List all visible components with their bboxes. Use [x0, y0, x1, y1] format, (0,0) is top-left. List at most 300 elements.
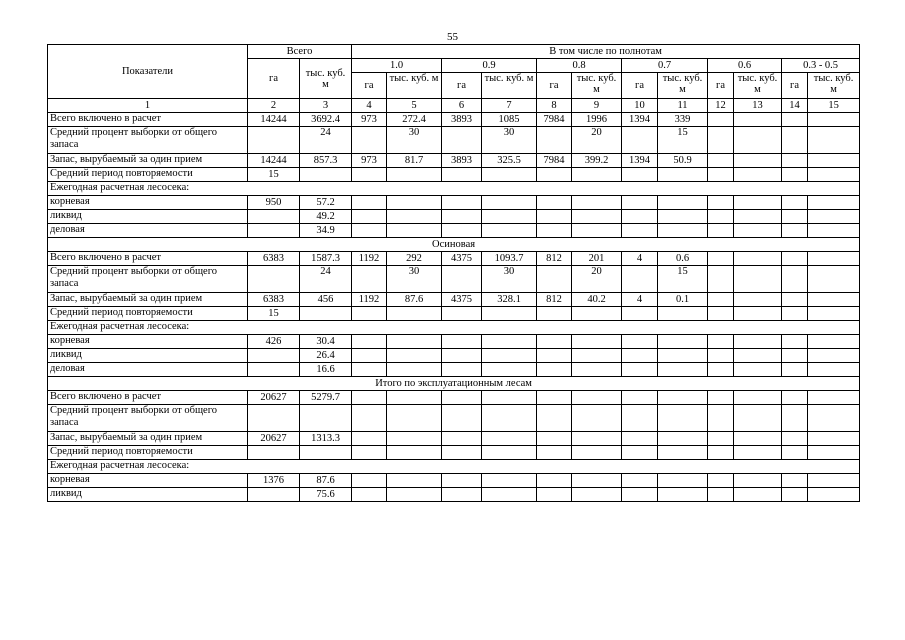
value-cell	[352, 363, 387, 377]
value-cell: 30	[482, 127, 537, 154]
value-cell	[622, 210, 658, 224]
column-number: 4	[352, 99, 387, 113]
value-cell	[658, 224, 708, 238]
value-cell: 4	[622, 252, 658, 266]
indicator-label: корневая	[48, 474, 248, 488]
value-cell	[352, 307, 387, 321]
value-cell	[442, 127, 482, 154]
section-title: Осиновая	[48, 238, 860, 252]
value-cell	[708, 210, 734, 224]
value-cell: 1192	[352, 252, 387, 266]
value-cell	[482, 432, 537, 446]
value-cell: 40.2	[572, 293, 622, 307]
value-cell: 1587.3	[300, 252, 352, 266]
value-cell	[808, 252, 860, 266]
table-row	[48, 182, 860, 196]
indicator-label: ликвид	[48, 210, 248, 224]
total-header: Всего	[248, 45, 352, 59]
value-cell: 30	[482, 266, 537, 293]
value-cell	[352, 405, 387, 432]
value-cell	[734, 293, 782, 307]
value-cell	[708, 432, 734, 446]
value-cell	[572, 307, 622, 321]
column-number-row	[48, 99, 860, 113]
value-cell	[482, 349, 537, 363]
value-cell	[658, 488, 708, 502]
value-cell	[248, 224, 300, 238]
value-cell	[572, 474, 622, 488]
indicator-label: Средний процент выборки от общего запаса	[48, 266, 248, 293]
value-cell	[352, 349, 387, 363]
value-cell	[572, 405, 622, 432]
table-body	[48, 113, 860, 502]
density-volume-header: тыс. куб. м	[387, 73, 442, 99]
value-cell	[248, 127, 300, 154]
value-cell: 6383	[248, 252, 300, 266]
section-title-row	[48, 238, 860, 252]
value-cell	[622, 488, 658, 502]
indicator-label: Всего включено в расчет	[48, 252, 248, 266]
density-header: 0.7	[622, 59, 708, 73]
value-cell: 15	[248, 168, 300, 182]
value-cell: 49.2	[300, 210, 352, 224]
value-cell	[387, 363, 442, 377]
value-cell	[482, 196, 537, 210]
value-cell	[352, 210, 387, 224]
indicator-label: Средний процент выборки от общего запаса	[48, 405, 248, 432]
value-cell	[782, 196, 808, 210]
value-cell	[808, 210, 860, 224]
value-cell	[622, 474, 658, 488]
by-density-header: В том числе по полнотам	[352, 45, 860, 59]
value-cell: 973	[352, 154, 387, 168]
value-cell	[782, 224, 808, 238]
value-cell	[782, 266, 808, 293]
value-cell	[442, 446, 482, 460]
value-cell	[442, 266, 482, 293]
value-cell	[387, 446, 442, 460]
value-cell	[482, 363, 537, 377]
value-cell	[352, 432, 387, 446]
value-cell	[808, 307, 860, 321]
value-cell: 1313.3	[300, 432, 352, 446]
value-cell	[734, 224, 782, 238]
value-cell: 20627	[248, 391, 300, 405]
density-ha-header: га	[537, 73, 572, 99]
value-cell: 24	[300, 266, 352, 293]
column-number: 14	[782, 99, 808, 113]
value-cell: 1085	[482, 113, 537, 127]
table-row	[48, 196, 860, 210]
value-cell	[352, 196, 387, 210]
value-cell: 15	[658, 266, 708, 293]
value-cell	[734, 210, 782, 224]
value-cell	[572, 363, 622, 377]
value-cell	[808, 154, 860, 168]
value-cell: 15	[248, 307, 300, 321]
value-cell: 75.6	[300, 488, 352, 502]
table-row	[48, 405, 860, 432]
value-cell	[622, 224, 658, 238]
value-cell	[387, 210, 442, 224]
density-header: 1.0	[352, 59, 442, 73]
allowable-cut-table	[47, 44, 860, 502]
value-cell: 0.1	[658, 293, 708, 307]
value-cell	[708, 168, 734, 182]
value-cell	[658, 210, 708, 224]
value-cell	[658, 432, 708, 446]
value-cell: 15	[658, 127, 708, 154]
value-cell: 16.6	[300, 363, 352, 377]
density-ha-header: га	[708, 73, 734, 99]
column-number: 2	[248, 99, 300, 113]
value-cell	[658, 335, 708, 349]
section-title: Итого по эксплуатационным лесам	[48, 377, 860, 391]
value-cell	[352, 446, 387, 460]
column-number: 13	[734, 99, 782, 113]
value-cell	[808, 335, 860, 349]
value-cell	[808, 127, 860, 154]
value-cell	[352, 127, 387, 154]
table-row	[48, 460, 860, 474]
indicator-label: Средний период повторяемости	[48, 446, 248, 460]
table-row	[48, 266, 860, 293]
value-cell	[782, 210, 808, 224]
value-cell	[352, 391, 387, 405]
density-ha-header: га	[622, 73, 658, 99]
value-cell: 7984	[537, 154, 572, 168]
value-cell	[708, 293, 734, 307]
value-cell	[734, 405, 782, 432]
density-volume-header: тыс. куб. м	[808, 73, 860, 99]
indicator-label: Запас, вырубаемый за один прием	[48, 154, 248, 168]
value-cell: 1192	[352, 293, 387, 307]
value-cell	[734, 168, 782, 182]
table-row	[48, 446, 860, 460]
value-cell	[622, 307, 658, 321]
value-cell	[537, 127, 572, 154]
value-cell	[572, 335, 622, 349]
value-cell: 5279.7	[300, 391, 352, 405]
value-cell	[482, 488, 537, 502]
value-cell	[622, 196, 658, 210]
value-cell	[442, 405, 482, 432]
value-cell	[708, 252, 734, 266]
value-cell	[537, 432, 572, 446]
value-cell	[658, 349, 708, 363]
value-cell	[734, 474, 782, 488]
value-cell	[622, 432, 658, 446]
value-cell	[248, 405, 300, 432]
value-cell	[572, 196, 622, 210]
value-cell	[387, 474, 442, 488]
value-cell	[808, 266, 860, 293]
value-cell	[442, 196, 482, 210]
density-header: 0.6	[708, 59, 782, 73]
table-row	[48, 432, 860, 446]
value-cell	[782, 127, 808, 154]
value-cell	[442, 349, 482, 363]
value-cell	[482, 405, 537, 432]
value-cell: 339	[658, 113, 708, 127]
value-cell: 30.4	[300, 335, 352, 349]
value-cell	[248, 446, 300, 460]
table-row	[48, 349, 860, 363]
value-cell	[808, 113, 860, 127]
value-cell	[537, 363, 572, 377]
table-row	[48, 335, 860, 349]
value-cell	[658, 446, 708, 460]
value-cell	[442, 488, 482, 502]
indicator-label: Ежегодная расчетная лесосека:	[48, 182, 860, 196]
value-cell	[734, 446, 782, 460]
value-cell: 3893	[442, 113, 482, 127]
value-cell: 325.5	[482, 154, 537, 168]
value-cell	[782, 405, 808, 432]
table-row	[48, 321, 860, 335]
density-volume-header: тыс. куб. м	[482, 73, 537, 99]
value-cell	[782, 154, 808, 168]
value-cell	[734, 391, 782, 405]
value-cell	[622, 391, 658, 405]
value-cell	[442, 363, 482, 377]
value-cell	[248, 363, 300, 377]
value-cell	[808, 224, 860, 238]
value-cell	[387, 349, 442, 363]
value-cell	[622, 405, 658, 432]
value-cell	[622, 335, 658, 349]
value-cell	[442, 432, 482, 446]
value-cell	[734, 266, 782, 293]
value-cell: 14244	[248, 113, 300, 127]
value-cell	[808, 293, 860, 307]
value-cell	[708, 488, 734, 502]
indicator-label: корневая	[48, 335, 248, 349]
value-cell: 7984	[537, 113, 572, 127]
table-row	[48, 252, 860, 266]
value-cell: 30	[387, 266, 442, 293]
value-cell	[572, 210, 622, 224]
value-cell	[622, 349, 658, 363]
value-cell	[482, 446, 537, 460]
value-cell	[442, 335, 482, 349]
column-number: 1	[48, 99, 248, 113]
section-title-row	[48, 377, 860, 391]
value-cell	[300, 446, 352, 460]
table-row	[48, 293, 860, 307]
value-cell	[442, 391, 482, 405]
table-row	[48, 113, 860, 127]
value-cell: 1394	[622, 154, 658, 168]
value-cell	[482, 335, 537, 349]
value-cell: 50.9	[658, 154, 708, 168]
column-number: 11	[658, 99, 708, 113]
table-header	[48, 45, 860, 113]
value-cell	[537, 224, 572, 238]
value-cell	[734, 252, 782, 266]
value-cell: 24	[300, 127, 352, 154]
value-cell	[622, 168, 658, 182]
value-cell	[782, 293, 808, 307]
value-cell	[782, 307, 808, 321]
value-cell	[734, 307, 782, 321]
value-cell	[300, 307, 352, 321]
value-cell	[537, 405, 572, 432]
value-cell	[572, 224, 622, 238]
value-cell	[537, 168, 572, 182]
value-cell	[442, 224, 482, 238]
column-number: 3	[300, 99, 352, 113]
value-cell	[248, 210, 300, 224]
value-cell	[808, 405, 860, 432]
value-cell	[572, 391, 622, 405]
value-cell	[708, 154, 734, 168]
value-cell: 26.4	[300, 349, 352, 363]
value-cell: 973	[352, 113, 387, 127]
value-cell	[622, 127, 658, 154]
value-cell	[482, 307, 537, 321]
value-cell: 1376	[248, 474, 300, 488]
value-cell	[782, 335, 808, 349]
value-cell	[808, 474, 860, 488]
value-cell	[387, 224, 442, 238]
value-cell	[734, 127, 782, 154]
value-cell	[782, 113, 808, 127]
value-cell	[782, 474, 808, 488]
value-cell	[658, 405, 708, 432]
value-cell: 20	[572, 127, 622, 154]
value-cell	[537, 391, 572, 405]
value-cell	[537, 488, 572, 502]
value-cell	[708, 196, 734, 210]
density-volume-header: тыс. куб. м	[734, 73, 782, 99]
value-cell	[537, 210, 572, 224]
column-number: 12	[708, 99, 734, 113]
value-cell	[537, 446, 572, 460]
indicator-label: Запас, вырубаемый за один прием	[48, 432, 248, 446]
value-cell	[708, 127, 734, 154]
value-cell	[387, 488, 442, 502]
value-cell	[387, 405, 442, 432]
value-cell: 812	[537, 252, 572, 266]
density-volume-header: тыс. куб. м	[658, 73, 708, 99]
value-cell: 6383	[248, 293, 300, 307]
value-cell	[782, 168, 808, 182]
value-cell	[708, 349, 734, 363]
table-row	[48, 127, 860, 154]
value-cell: 1093.7	[482, 252, 537, 266]
value-cell	[387, 432, 442, 446]
value-cell	[734, 113, 782, 127]
value-cell	[708, 474, 734, 488]
value-cell	[442, 474, 482, 488]
table-row	[48, 363, 860, 377]
value-cell	[734, 432, 782, 446]
column-number: 10	[622, 99, 658, 113]
value-cell	[572, 168, 622, 182]
value-cell: 20	[572, 266, 622, 293]
value-cell	[622, 363, 658, 377]
value-cell: 87.6	[387, 293, 442, 307]
column-number: 6	[442, 99, 482, 113]
value-cell	[248, 349, 300, 363]
value-cell	[658, 391, 708, 405]
value-cell	[387, 391, 442, 405]
value-cell: 4	[622, 293, 658, 307]
value-cell	[808, 446, 860, 460]
indicator-label: Средний период повторяемости	[48, 168, 248, 182]
value-cell	[248, 488, 300, 502]
value-cell	[782, 446, 808, 460]
density-header: 0.9	[442, 59, 537, 73]
value-cell: 272.4	[387, 113, 442, 127]
value-cell: 201	[572, 252, 622, 266]
column-number: 9	[572, 99, 622, 113]
indicator-label: корневая	[48, 196, 248, 210]
value-cell	[482, 168, 537, 182]
value-cell	[572, 349, 622, 363]
value-cell	[352, 488, 387, 502]
value-cell	[734, 335, 782, 349]
indicator-label: Средний период повторяемости	[48, 307, 248, 321]
table-row	[48, 168, 860, 182]
column-number: 8	[537, 99, 572, 113]
value-cell: 30	[387, 127, 442, 154]
value-cell	[572, 432, 622, 446]
value-cell	[734, 154, 782, 168]
value-cell	[782, 432, 808, 446]
density-header: 0.8	[537, 59, 622, 73]
value-cell	[808, 488, 860, 502]
value-cell	[482, 210, 537, 224]
value-cell	[808, 363, 860, 377]
table-row	[48, 474, 860, 488]
value-cell: 4375	[442, 252, 482, 266]
value-cell	[708, 307, 734, 321]
table-row	[48, 488, 860, 502]
density-ha-header: га	[442, 73, 482, 99]
value-cell	[808, 168, 860, 182]
column-number: 15	[808, 99, 860, 113]
table-row	[48, 154, 860, 168]
value-cell	[537, 474, 572, 488]
value-cell	[622, 446, 658, 460]
value-cell	[352, 335, 387, 349]
value-cell	[708, 224, 734, 238]
value-cell: 81.7	[387, 154, 442, 168]
value-cell	[387, 168, 442, 182]
value-cell: 14244	[248, 154, 300, 168]
density-ha-header: га	[352, 73, 387, 99]
value-cell	[300, 168, 352, 182]
value-cell	[782, 363, 808, 377]
indicators-header: Показатели	[48, 45, 248, 99]
value-cell	[708, 363, 734, 377]
value-cell	[537, 266, 572, 293]
value-cell: 426	[248, 335, 300, 349]
page-number: 55	[447, 31, 458, 43]
value-cell: 292	[387, 252, 442, 266]
indicator-label: деловая	[48, 224, 248, 238]
value-cell	[734, 488, 782, 502]
table-row	[48, 391, 860, 405]
value-cell	[708, 405, 734, 432]
indicator-label: ликвид	[48, 488, 248, 502]
value-cell: 3893	[442, 154, 482, 168]
value-cell	[708, 113, 734, 127]
value-cell	[482, 391, 537, 405]
value-cell	[734, 196, 782, 210]
